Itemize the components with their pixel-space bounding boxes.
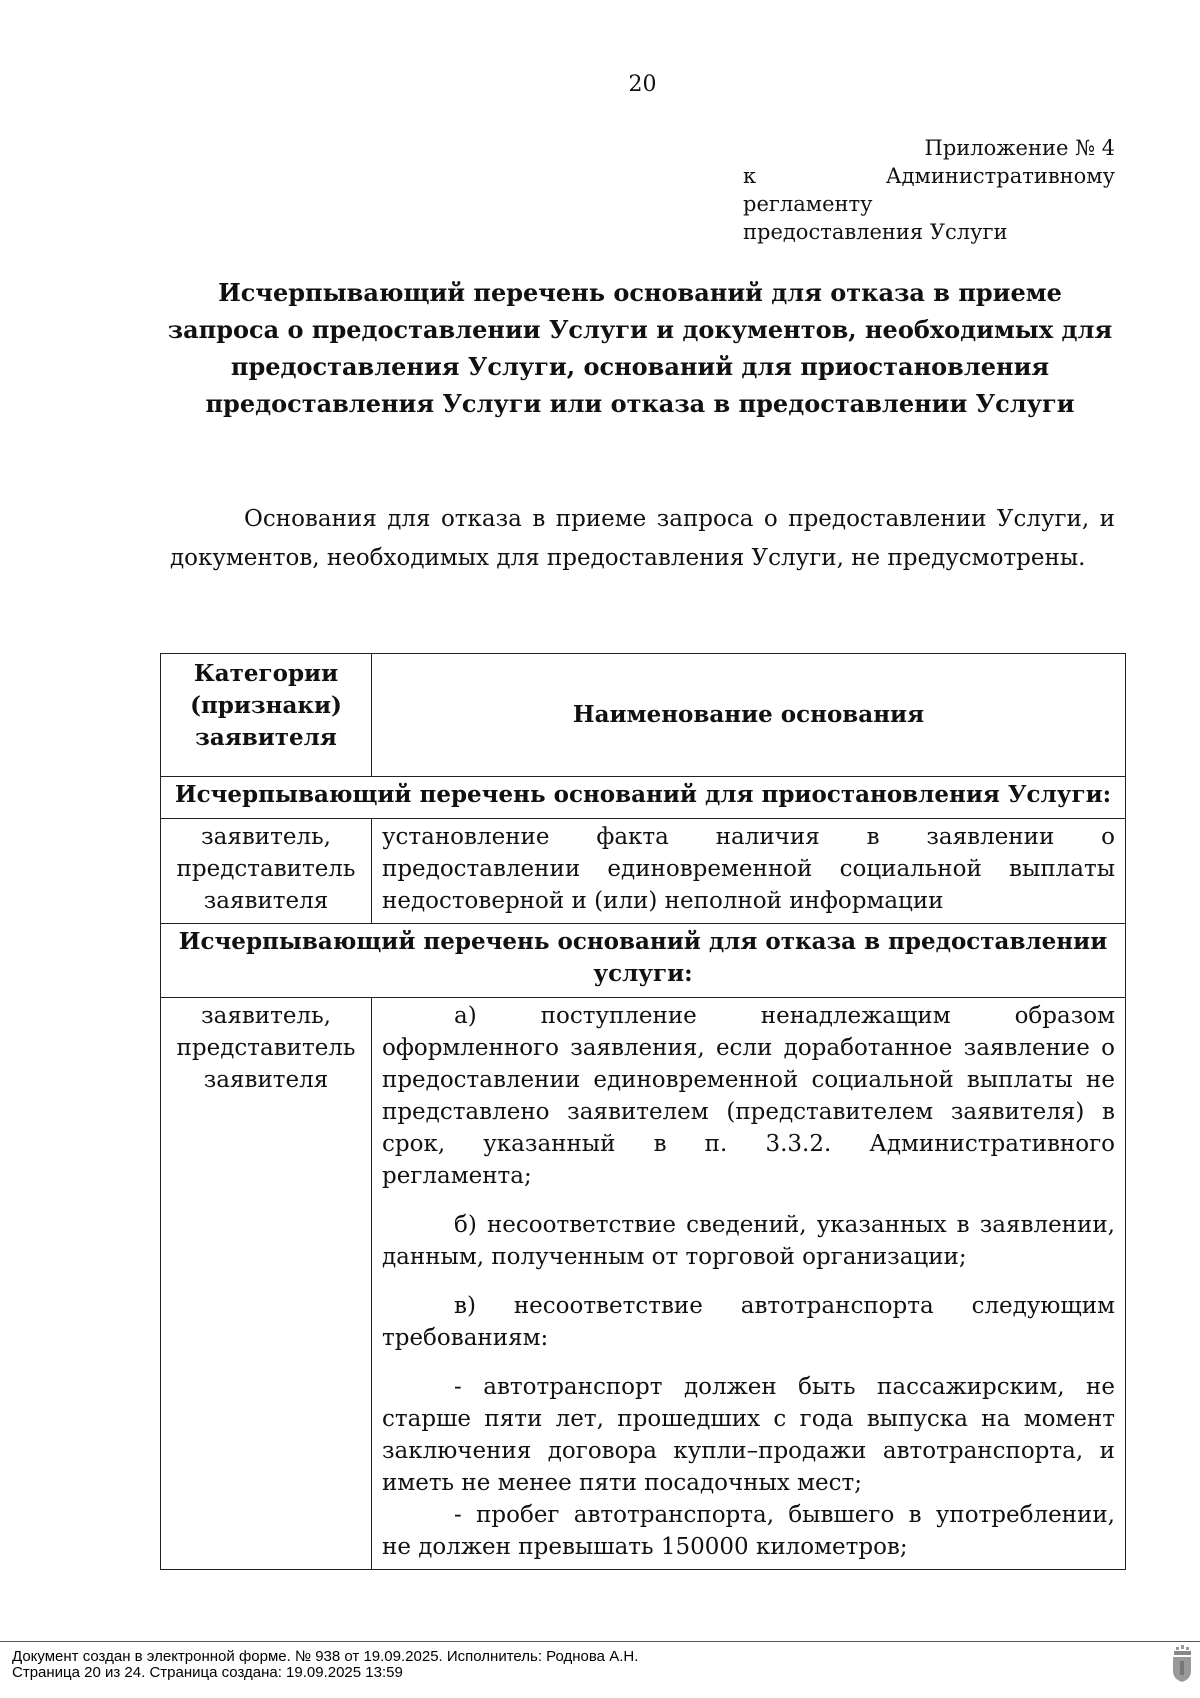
appendix-header: [743, 134, 1115, 246]
table-row: [161, 998, 1126, 1570]
page-number: 20: [628, 72, 657, 97]
header-name: Наименование основания: [372, 654, 1126, 777]
ground-subitem-1: - автотранспорт должен быть пассажирским, не старше пяти лет, прошедших с года выпуска на момент заключения договора купли–продажи автотранспорта, и иметь не менее пяти посадочных мест;: [382, 1374, 1115, 1496]
category-cell: заявитель, представитель заявителя: [161, 819, 372, 924]
table-header-row: [161, 654, 1126, 777]
document-title: Исчерпывающий перечень оснований для отказа в приеме запроса о предоставлении Услуги и документов, необходимых для предоставления Услуги, оснований для приостановления предоставления Услуги или отказа в предоставлении Услуги: [167, 278, 1113, 418]
appendix-reference: к Административному регламенту: [743, 164, 1115, 216]
footer-document-info: Документ создан в электронной форме. № 938 от 19.09.2025. Исполнитель: Роднова А.Н.: [12, 1648, 639, 1665]
footer-divider: [0, 1641, 1200, 1642]
intro-line-2: документов, необходимых для предоставления Услуги, не предусмотрены.: [170, 545, 1086, 571]
appendix-subject: предоставления Услуги: [743, 220, 1008, 244]
ground-cell: [372, 998, 1126, 1570]
coat-of-arms-icon: [1171, 1645, 1193, 1683]
intro-paragraph: [170, 500, 1115, 578]
footer-page-info: Страница 20 из 24. Страница создана: 19.09.2025 13:59: [12, 1664, 403, 1681]
ground-cell: [372, 819, 1126, 924]
appendix-number: Приложение № 4: [924, 136, 1115, 160]
ground-item-b: б) несоответствие сведений, указанных в заявлении, данным, полученным от торговой организации;: [382, 1212, 1115, 1270]
ground-text: установление факта наличия в заявлении о предоставлении единовременной социальной выплаты недостоверной и (или) неполной информации: [382, 824, 1115, 914]
table-row: [161, 819, 1126, 924]
grounds-table: [160, 653, 1126, 1570]
ground-subitem-2: - пробег автотранспорта, бывшего в употреблении, не должен превышать 150000 километров;: [382, 1502, 1115, 1560]
intro-line-1: Основания для отказа в приеме запроса о предоставлении Услуги, и: [244, 506, 1115, 532]
section-heading-row: [161, 777, 1126, 819]
header-category: Категории (признаки) заявителя: [161, 654, 372, 777]
category-cell: заявитель, представитель заявителя: [161, 998, 372, 1570]
section-heading-suspension: Исчерпывающий перечень оснований для приостановления Услуги:: [161, 777, 1126, 819]
section-heading-refusal: Исчерпывающий перечень оснований для отказа в предоставлении услуги:: [161, 924, 1126, 998]
section-heading-row: [161, 924, 1126, 998]
ground-item-c: в) несоответствие автотранспорта следующим требованиям:: [382, 1293, 1115, 1351]
footer: [12, 1649, 638, 1681]
ground-item-a: а) поступление ненадлежащим образом оформленного заявления, если доработанное заявление о предоставлении единовременной социальной выплаты не представлено заявителем (представителем заявителя) в срок, указанный в п. 3.3.2. Административного регламента;: [382, 1003, 1115, 1189]
